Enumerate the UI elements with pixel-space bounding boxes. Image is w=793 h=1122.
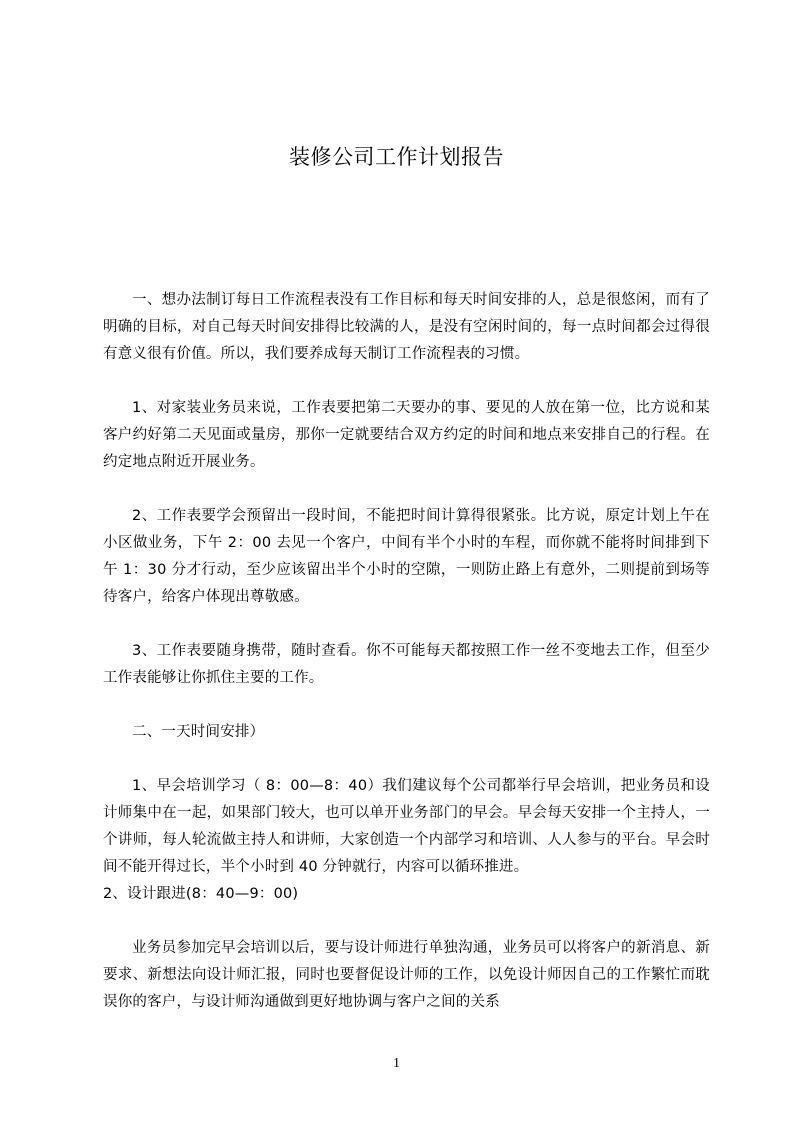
paragraph-item-1: 1、对家装业务员来说，工作表要把第二天要办的事、要见的人放在第一位，比方说和某客户约好第二天见面或量房，那你一定就要结合双方约定的时间和地点来安排自己的行程。在约定地点附近开展业务。: [103, 400, 710, 470]
paragraph-section-one: 一、想办法制订每日工作流程表没有工作目标和每天时间安排的人，总是很悠闲，而有了明确的目标，对自己每天时间安排得比较满的人，是没有空闲时间的，每一点时间都会过得很有意义很有价值。所以，我们要养成每天制订工作流程表的习惯。: [103, 292, 710, 362]
paragraph-morning-meeting: 1、早会培训学习（ 8：00—8：40）我们建议每个公司都举行早会培训，把业务员和设计师集中在一起，如果部门较大，也可以单开业务部门的早会。早会每天安排一个主持人，一个讲师，每人轮流做主持人和讲师，大家创造一个内部学习和培训、人人参与的平台。早会时间不能开得过长，半个小时到 40 分钟就行，内容可以循环推进。: [103, 778, 710, 875]
page-number: 1: [393, 1056, 400, 1071]
paragraph-item-2: 2、工作表要学会预留出一段时间，不能把时间计算得很紧张。比方说，原定计划上午在小区做业务，下午 2：00 去见一个客户，中间有半个小时的车程，而你就不能将时间排到下午 1：30 分才行动，至少应该留出半个小时的空隙，一则防止路上有意外，二则提前到场等待客户，给客户体现出尊敬感。: [103, 508, 710, 605]
document-body: [103, 287, 710, 1016]
section-heading-two: 二、一天时间安排）: [132, 724, 265, 740]
paragraph-item-3: 3、工作表要随身携带，随时查看。你不可能每天都按照工作一丝不变地去工作，但至少工作表能够让你抓住主要的工作。: [103, 643, 710, 686]
paragraph-design-followup: 业务员参加完早会培训以后，要与设计师进行单独沟通，业务员可以将客户的新消息、新要求、新想法向设计师汇报，同时也要督促设计师的工作，以免设计师因自己的工作繁忙而耽误你的客户，与设计师沟通做到更好地协调与客户之间的关系: [103, 940, 710, 1010]
document-title: 装修公司工作计划报告: [289, 145, 504, 169]
subheading-design-followup: 2、设计跟进(8：40—9：00): [103, 886, 299, 902]
